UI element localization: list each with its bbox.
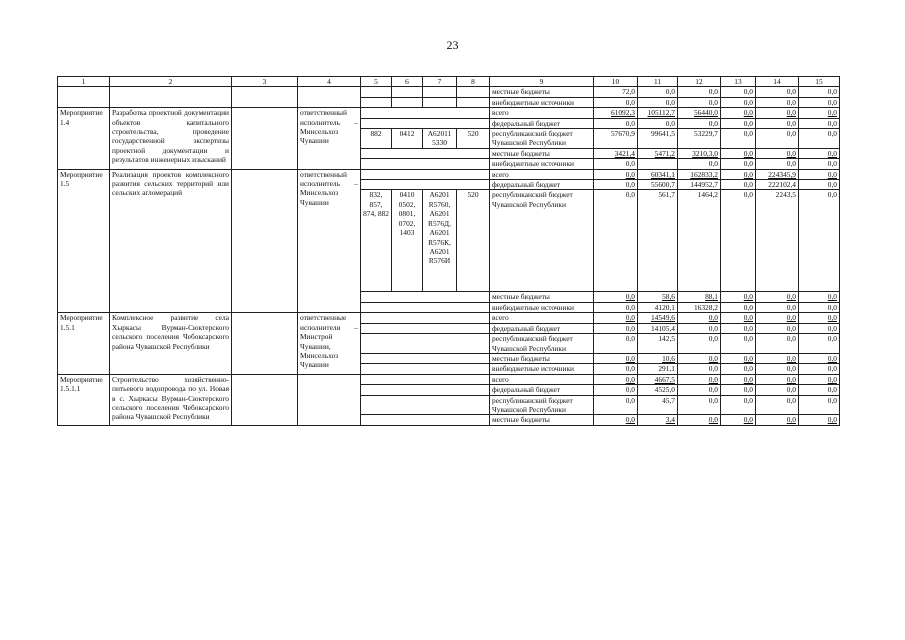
cell-empty bbox=[361, 148, 490, 158]
amount: 0,0 bbox=[721, 97, 756, 107]
funding-source: местные бюджеты bbox=[490, 415, 594, 425]
amount: 0,0 bbox=[678, 87, 721, 97]
cell-empty bbox=[361, 108, 490, 118]
amount: 0,0 bbox=[721, 374, 756, 384]
amount: 0,0 bbox=[721, 385, 756, 395]
funding-source: федеральный бюджет bbox=[490, 385, 594, 395]
cell-empty bbox=[392, 97, 423, 107]
amount: 0,0 bbox=[756, 353, 799, 363]
amount: 0,0 bbox=[721, 395, 756, 415]
amount: 105112,7 bbox=[638, 108, 678, 118]
amount: 0,0 bbox=[594, 302, 638, 312]
funding-source: республиканский бюджет Чувашской Республики bbox=[490, 129, 594, 149]
amount: 0,0 bbox=[594, 364, 638, 374]
amount: 0,0 bbox=[756, 108, 799, 118]
amount: 0,0 bbox=[594, 395, 638, 415]
amount: 0,0 bbox=[799, 159, 840, 169]
amount: 0,0 bbox=[594, 159, 638, 169]
amount: 0,0 bbox=[756, 129, 799, 149]
measure-number: Мероприятие 1.5 bbox=[58, 169, 110, 313]
col-num: 1 bbox=[58, 77, 110, 87]
amount: 0,0 bbox=[799, 129, 840, 149]
amount: 162833,2 bbox=[678, 169, 721, 179]
measure-title: Реализация проектов комплексного развития сельских территорий или сельских агломераций bbox=[110, 169, 232, 313]
amount: 0,0 bbox=[799, 190, 840, 292]
amount: 0,0 bbox=[756, 374, 799, 384]
amount: 0,0 bbox=[756, 364, 799, 374]
amount: 0,0 bbox=[799, 415, 840, 425]
amount: 0,0 bbox=[721, 159, 756, 169]
measure-title: Строительство хозяйственно-питьевого водопровода по ул. Новая в с. Хыркасы Вурман-Сюктерского сельского поселения Чебоксарского района Чувашской Республики bbox=[110, 374, 232, 425]
responsible-executor: ответственный исполнитель – Минсельхоз Чувашии bbox=[298, 108, 361, 169]
budget-code-expense: 520 bbox=[457, 190, 490, 292]
col-num: 9 bbox=[490, 77, 594, 87]
col-num: 4 bbox=[298, 77, 361, 87]
amount: 0,0 bbox=[799, 395, 840, 415]
amount: 0,0 bbox=[678, 364, 721, 374]
funding-source: всего bbox=[490, 169, 594, 179]
amount: 4525,0 bbox=[638, 385, 678, 395]
cell-empty bbox=[361, 302, 490, 312]
funding-source: всего bbox=[490, 108, 594, 118]
cell-empty bbox=[457, 97, 490, 107]
amount: 0,0 bbox=[678, 323, 721, 333]
cell-empty bbox=[298, 87, 361, 108]
amount: 0,0 bbox=[594, 190, 638, 292]
amount: 0,0 bbox=[721, 415, 756, 425]
funding-source: внебюджетные источники bbox=[490, 159, 594, 169]
col-num: 8 bbox=[457, 77, 490, 87]
amount: 0,0 bbox=[799, 313, 840, 323]
budget-code-expense: 520 bbox=[457, 129, 490, 149]
amount: 0,0 bbox=[799, 353, 840, 363]
amount: 0,0 bbox=[594, 118, 638, 128]
funding-source: республиканский бюджет Чувашской Республики bbox=[490, 395, 594, 415]
funding-source: федеральный бюджет bbox=[490, 180, 594, 190]
amount: 0,0 bbox=[756, 97, 799, 107]
amount: 0,0 bbox=[678, 353, 721, 363]
cell-empty bbox=[361, 374, 490, 384]
measure-title: Разработка проектной документации объектов капитального строительства, проведение государственной экспертизы проектной документации и результатов инженерных изысканий bbox=[110, 108, 232, 169]
amount: 0,0 bbox=[721, 129, 756, 149]
amount: 14549,6 bbox=[638, 313, 678, 323]
amount: 0,0 bbox=[594, 323, 638, 333]
table-row bbox=[58, 313, 840, 323]
amount: 0,0 bbox=[594, 385, 638, 395]
amount: 0,0 bbox=[799, 108, 840, 118]
amount: 0,0 bbox=[721, 292, 756, 302]
amount: 0,0 bbox=[756, 148, 799, 158]
amount: 291,1 bbox=[638, 364, 678, 374]
cell-empty bbox=[361, 385, 490, 395]
amount: 0,0 bbox=[721, 169, 756, 179]
measure-number: Мероприятие 1.5.1 bbox=[58, 313, 110, 374]
budget-code-target: А62011 5330 bbox=[423, 129, 457, 149]
col-num: 2 bbox=[110, 77, 232, 87]
amount: 0,0 bbox=[638, 87, 678, 97]
amount: 0,0 bbox=[756, 118, 799, 128]
amount: 0,0 bbox=[721, 118, 756, 128]
cell-empty bbox=[423, 97, 457, 107]
amount: 0,0 bbox=[799, 385, 840, 395]
cell-empty bbox=[232, 87, 298, 108]
funding-source: местные бюджеты bbox=[490, 353, 594, 363]
cell-empty bbox=[58, 87, 110, 108]
cell-empty bbox=[361, 395, 490, 415]
measure-number: Мероприятие 1.5.1.1 bbox=[58, 374, 110, 425]
amount: 0,0 bbox=[799, 180, 840, 190]
measure-number: Мероприятие 1.4 bbox=[58, 108, 110, 169]
amount: 4667,5 bbox=[638, 374, 678, 384]
amount: 0,0 bbox=[721, 364, 756, 374]
program-table bbox=[57, 76, 840, 426]
funding-source: местные бюджеты bbox=[490, 148, 594, 158]
amount: 0,0 bbox=[756, 323, 799, 333]
cell-empty bbox=[423, 87, 457, 97]
amount: 53229,7 bbox=[678, 129, 721, 149]
funding-source: федеральный бюджет bbox=[490, 118, 594, 128]
cell-empty bbox=[361, 87, 392, 97]
cell-empty bbox=[361, 180, 490, 190]
amount: 57670,9 bbox=[594, 129, 638, 149]
funding-source: местные бюджеты bbox=[490, 87, 594, 97]
funding-source: внебюджетные источники bbox=[490, 302, 594, 312]
budget-code-target: А6201 R5760, А6201 R576Д, А6201 R576К, А6201 R576И bbox=[423, 190, 457, 292]
amount: 0,0 bbox=[721, 313, 756, 323]
col-num: 10 bbox=[594, 77, 638, 87]
amount: 55600,7 bbox=[638, 180, 678, 190]
cell-empty bbox=[232, 169, 298, 313]
budget-code-section: 0410 0502, 0801, 0702, 1403 bbox=[392, 190, 423, 292]
amount: 0,0 bbox=[756, 292, 799, 302]
amount: 0,0 bbox=[594, 374, 638, 384]
amount: 0,0 bbox=[756, 313, 799, 323]
amount: 0,0 bbox=[799, 148, 840, 158]
table-row bbox=[58, 108, 840, 118]
amount: 0,0 bbox=[756, 87, 799, 97]
amount: 0,0 bbox=[721, 334, 756, 354]
amount: 0,0 bbox=[594, 97, 638, 107]
amount: 0,0 bbox=[678, 313, 721, 323]
amount: 88,1 bbox=[678, 292, 721, 302]
amount: 0,0 bbox=[678, 97, 721, 107]
cell-empty bbox=[392, 87, 423, 97]
funding-source: федеральный бюджет bbox=[490, 323, 594, 333]
amount: 0,0 bbox=[721, 180, 756, 190]
amount: 144952,7 bbox=[678, 180, 721, 190]
responsible-executor: ответственные исполнители – Минстрой Чувашии, Минсельхоз Чувашии bbox=[298, 313, 361, 374]
amount: 0,0 bbox=[799, 302, 840, 312]
amount: 56440,0 bbox=[678, 108, 721, 118]
amount: 0,0 bbox=[678, 395, 721, 415]
col-num: 15 bbox=[799, 77, 840, 87]
amount: 0,0 bbox=[721, 108, 756, 118]
funding-source: республиканский бюджет Чувашской Республики bbox=[490, 334, 594, 354]
amount: 0,0 bbox=[594, 292, 638, 302]
cell-empty bbox=[110, 87, 232, 108]
budget-code-grbs: 882 bbox=[361, 129, 392, 149]
amount: 0,0 bbox=[799, 364, 840, 374]
cell-empty bbox=[232, 108, 298, 169]
col-num: 11 bbox=[638, 77, 678, 87]
amount: 3,4 bbox=[638, 415, 678, 425]
table-row bbox=[58, 169, 840, 179]
amount: 0,0 bbox=[799, 292, 840, 302]
funding-source: республиканский бюджет Чувашской Республики bbox=[490, 190, 594, 292]
amount: 0,0 bbox=[721, 323, 756, 333]
cell-empty bbox=[232, 374, 298, 425]
amount: 99641,5 bbox=[638, 129, 678, 149]
funding-source: всего bbox=[490, 313, 594, 323]
table-row bbox=[58, 87, 840, 97]
amount: 0,0 bbox=[678, 374, 721, 384]
amount: 561,7 bbox=[638, 190, 678, 292]
cell-empty bbox=[361, 415, 490, 425]
cell-empty bbox=[298, 374, 361, 425]
responsible-executor: ответственный исполнитель – Минсельхоз Чувашии bbox=[298, 169, 361, 313]
cell-empty bbox=[361, 334, 490, 354]
amount: 14105,4 bbox=[638, 323, 678, 333]
amount: 10,6 bbox=[638, 353, 678, 363]
amount: 0,0 bbox=[594, 415, 638, 425]
amount: 3210,3,0 bbox=[678, 148, 721, 158]
amount: 0,0 bbox=[721, 148, 756, 158]
amount: 222102,4 bbox=[756, 180, 799, 190]
cell-empty bbox=[361, 364, 490, 374]
amount: 1464,2 bbox=[678, 190, 721, 292]
cell-empty bbox=[361, 169, 490, 179]
cell-empty bbox=[361, 353, 490, 363]
amount: 0,0 bbox=[678, 415, 721, 425]
page-number: 23 bbox=[446, 38, 459, 52]
funding-source: всего bbox=[490, 374, 594, 384]
amount: 60341,1 bbox=[638, 169, 678, 179]
amount: 224345,9 bbox=[756, 169, 799, 179]
amount: 61092,3 bbox=[594, 108, 638, 118]
amount: 0,0 bbox=[799, 374, 840, 384]
cell-empty bbox=[361, 118, 490, 128]
amount: 142,5 bbox=[638, 334, 678, 354]
column-number-row bbox=[58, 77, 840, 87]
amount: 0,0 bbox=[678, 385, 721, 395]
cell-empty bbox=[361, 159, 490, 169]
budget-code-grbs: 832, 857, 874, 882 bbox=[361, 190, 392, 292]
amount: 0,0 bbox=[594, 180, 638, 190]
amount: 72,0 bbox=[594, 87, 638, 97]
cell-empty bbox=[361, 323, 490, 333]
measure-title: Комплексное развитие села Хыркасы Вурман-Сюктерского сельского поселения Чебоксарского района Чувашской Республики bbox=[110, 313, 232, 374]
cell-empty bbox=[232, 313, 298, 374]
cell-empty bbox=[361, 97, 392, 107]
cell-empty bbox=[361, 313, 490, 323]
amount: 0,0 bbox=[721, 87, 756, 97]
amount: 5471,2 bbox=[638, 148, 678, 158]
amount: 0,0 bbox=[678, 334, 721, 354]
amount: 0,0 bbox=[756, 415, 799, 425]
amount: 0,0 bbox=[756, 302, 799, 312]
amount: 58,6 bbox=[638, 292, 678, 302]
budget-code-section: 0412 bbox=[392, 129, 423, 149]
amount: 0,0 bbox=[721, 190, 756, 292]
amount: 0,0 bbox=[799, 334, 840, 354]
amount: 4120,1 bbox=[638, 302, 678, 312]
cell-empty bbox=[361, 292, 490, 302]
table-row bbox=[58, 374, 840, 384]
amount: 0,0 bbox=[799, 323, 840, 333]
amount: 0,0 bbox=[594, 313, 638, 323]
col-num: 6 bbox=[392, 77, 423, 87]
amount: 0,0 bbox=[638, 97, 678, 107]
amount: 0,0 bbox=[799, 87, 840, 97]
amount: 0,0 bbox=[594, 353, 638, 363]
col-num: 14 bbox=[756, 77, 799, 87]
amount: 3421,4 bbox=[594, 148, 638, 158]
funding-source: местные бюджеты bbox=[490, 292, 594, 302]
amount: 0,0 bbox=[799, 169, 840, 179]
col-num: 3 bbox=[232, 77, 298, 87]
amount: 16328,2 bbox=[678, 302, 721, 312]
col-num: 13 bbox=[721, 77, 756, 87]
amount: 45,7 bbox=[638, 395, 678, 415]
amount bbox=[638, 159, 678, 169]
funding-source: внебюджетные источники bbox=[490, 364, 594, 374]
amount: 0,0 bbox=[756, 334, 799, 354]
col-num: 12 bbox=[678, 77, 721, 87]
amount: 0,0 bbox=[756, 385, 799, 395]
amount: 0,0 bbox=[594, 334, 638, 354]
cell-empty bbox=[457, 87, 490, 97]
amount: 0,0 bbox=[756, 395, 799, 415]
amount: 0,0 bbox=[756, 159, 799, 169]
amount: 2243,5 bbox=[756, 190, 799, 292]
amount: 0,0 bbox=[678, 159, 721, 169]
col-num: 5 bbox=[361, 77, 392, 87]
amount: 0,0 bbox=[678, 118, 721, 128]
amount: 0,0 bbox=[721, 302, 756, 312]
funding-source: внебюджетные источники bbox=[490, 97, 594, 107]
amount: 0,0 bbox=[799, 97, 840, 107]
amount: 0,0 bbox=[799, 118, 840, 128]
amount: 0,0 bbox=[721, 353, 756, 363]
amount: 0,0 bbox=[638, 118, 678, 128]
amount: 0,0 bbox=[594, 169, 638, 179]
col-num: 7 bbox=[423, 77, 457, 87]
